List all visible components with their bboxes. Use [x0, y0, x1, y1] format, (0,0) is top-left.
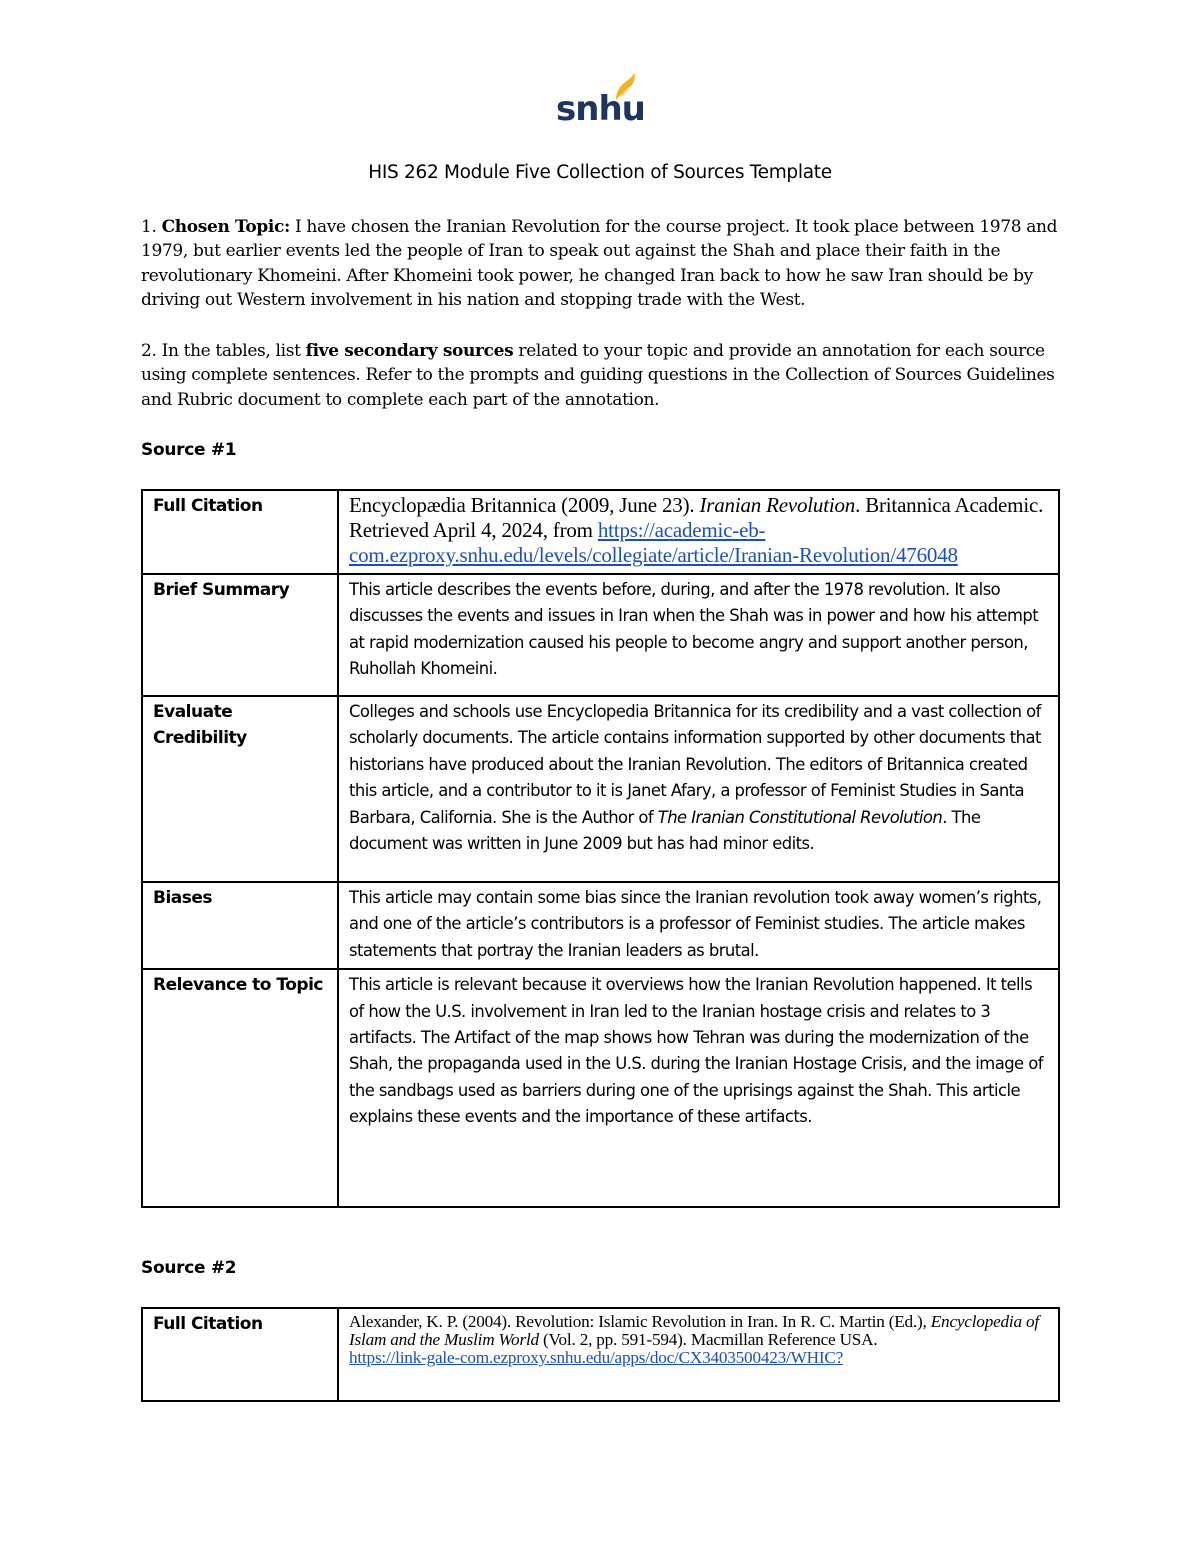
full-citation-value: [338, 490, 1059, 574]
relevance-label: Relevance to Topic: [142, 969, 338, 1207]
credibility-text: Colleges and schools use Encyclopedia Britannica for its credibility and a vast collection of scholarly documents. The article contains information supported by other documents that historians have produced about the Iranian Revolution. The editors of Britannica created this article, and a contributor to it is Janet Afary, a professor of Feminist Studies in Santa Barbara, California. She is the Author of: [349, 702, 1041, 827]
snhu-logo: [556, 72, 645, 134]
relevance-value: This article is relevant because it overviews how the Iranian Revolution happened. It tells of how the U.S. involvement in Iran led to the Iranian hostage crisis and relates to 3 artifacts. The Artifact of the map shows how Tehran was during the modernization of the Shah, the propaganda used in the U.S. during the Iranian Hostage Crisis, and the image of the sandbags used as barriers during one of the uprisings against the Shah. This article explains these events and the importance of these artifacts.: [338, 969, 1059, 1207]
brief-summary-value: This article describes the events before, during, and after the 1978 revolution. It also discusses the events and issues in Iran when the Shah was in power and how his attempt at rapid modernization caused his people to become angry and support another person, Ruhollah Khomeini.: [338, 574, 1059, 696]
citation-text-after: (Vol. 2, pp. 591-594). Macmillan Reference USA.: [538, 1330, 878, 1349]
biases-label: Biases: [142, 882, 338, 969]
table-row: [142, 696, 1059, 882]
instructions-emphasis: five secondary sources: [305, 341, 514, 361]
table-row: [142, 882, 1059, 969]
citation-text-after: . Britannica Academic. Retrieved April 4, 2024, from: [349, 493, 1044, 542]
citation-text: Alexander, K. P. (2004). Revolution: Islamic Revolution in Iran. In R. C. Martin (Ed.),: [349, 1312, 931, 1331]
instructions-paragraph: [141, 339, 1061, 412]
source-1-heading: Source #1: [141, 440, 237, 460]
credibility-text-after: . The document was written in June 2009 but has had minor edits.: [349, 807, 981, 854]
source-2-heading: Source #2: [141, 1258, 237, 1278]
evaluate-credibility-value: [338, 696, 1059, 882]
citation-text: Encyclopædia Britannica (2009, June 23).: [349, 493, 700, 517]
full-citation-label: Full Citation: [142, 490, 338, 574]
full-citation-value: [338, 1308, 1059, 1401]
table-row: [142, 574, 1059, 696]
logo-text: snhu: [556, 89, 645, 129]
source-2-table: [141, 1307, 1060, 1402]
topic-label: Chosen Topic:: [161, 217, 290, 237]
table-row: [142, 1308, 1059, 1401]
topic-text: I have chosen the Iranian Revolution for the course project. It took place between 1978 and 1979, but earlier events led the people of Iran to speak out against the Shah and place their faith in the revolutionary Khomeini. After Khomeini took power, he changed Iran back to how he saw Iran should be by driving out Western involvement in his nation and stopping trade with the West.: [141, 217, 1058, 311]
instructions-suffix: related to your topic and provide an annotation for each source using complete sentences. Refer to the prompts and guiding questions in the Collection of Sources Guidelines and Rubric document to complete each part of the annotation.: [141, 341, 1055, 410]
biases-value: This article may contain some bias since the Iranian revolution took away women’s rights, and one of the article’s contributors is a professor of Feminist studies. The article makes statements that portray the Iranian leaders as brutal.: [338, 882, 1059, 969]
table-row: [142, 969, 1059, 1207]
citation-link[interactable]: https://link-gale-com.ezproxy.snhu.edu/apps/doc/CX3403500423/WHIC?: [349, 1348, 844, 1367]
table-row: [142, 490, 1059, 574]
brief-summary-label: Brief Summary: [142, 574, 338, 696]
instructions-prefix: 2. In the tables, list: [141, 341, 306, 361]
page-title: HIS 262 Module Five Collection of Sources Template: [368, 162, 832, 183]
source-1-table: [141, 489, 1060, 1208]
evaluate-credibility-label: Evaluate Credibility: [142, 696, 338, 882]
citation-title: Encyclopedia of Islam and the Muslim World: [349, 1312, 1039, 1349]
topic-number: 1.: [141, 217, 162, 237]
citation-title: Iranian Revolution: [699, 493, 856, 517]
citation-link[interactable]: https://academic-eb-com.ezproxy.snhu.edu/levels/collegiate/article/Iranian-Revolution/476048: [349, 518, 958, 567]
credibility-book-title: The Iranian Constitutional Revolution: [657, 807, 943, 827]
full-citation-label: Full Citation: [142, 1308, 338, 1401]
chosen-topic-paragraph: [141, 215, 1061, 313]
